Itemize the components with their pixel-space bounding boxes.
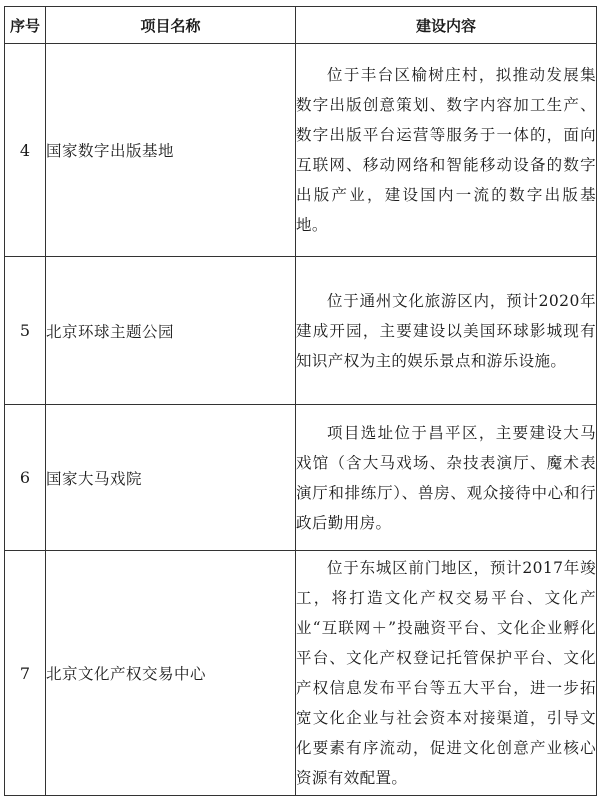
table-row xyxy=(5,257,597,405)
header-serial-number: 序号 xyxy=(5,7,46,44)
row-construction-content: 位于丰台区榆树庄村，拟推动发展集数字出版创意策划、数字内容加工生产、数字出版平台运营等服务于一体的，面向互联网、移动网络和智能移动设备的数字出版产业，建设国内一流的数字出版基地。 xyxy=(296,44,597,257)
row-serial-number: 5 xyxy=(5,257,46,405)
row-construction-content: 位于东城区前门地区，预计2017年竣工，将打造文化产权交易平台、文化产业“互联网＋”投融资平台、文化企业孵化平台、文化产权登记托管保护平台、文化产权信息发布平台等五大平台，进一步拓宽文化企业与社会资本对接渠道，引导文化要素有序流动，促进文化创意产业核心资源有效配置。 xyxy=(296,551,597,796)
row-serial-number: 6 xyxy=(5,405,46,551)
row-serial-number: 7 xyxy=(5,551,46,796)
header-project-name: 项目名称 xyxy=(46,7,296,44)
table-row xyxy=(5,405,597,551)
table-row xyxy=(5,44,597,257)
row-construction-content: 位于通州文化旅游区内，预计2020年建成开园，主要建设以美国环球影城现有知识产权为主的娱乐景点和游乐设施。 xyxy=(296,257,597,405)
header-construction-content: 建设内容 xyxy=(296,7,597,44)
row-project-name: 北京环球主题公园 xyxy=(46,257,296,405)
row-construction-content: 项目选址位于昌平区，主要建设大马戏馆（含大马戏场、杂技表演厅、魔术表演厅和排练厅）、兽房、观众接待中心和行政后勤用房。 xyxy=(296,405,597,551)
row-project-name: 北京文化产权交易中心 xyxy=(46,551,296,796)
table-header-row xyxy=(5,7,597,44)
row-project-name: 国家大马戏院 xyxy=(46,405,296,551)
row-serial-number: 4 xyxy=(5,44,46,257)
table-row xyxy=(5,551,597,796)
project-table xyxy=(4,6,597,796)
row-project-name: 国家数字出版基地 xyxy=(46,44,296,257)
